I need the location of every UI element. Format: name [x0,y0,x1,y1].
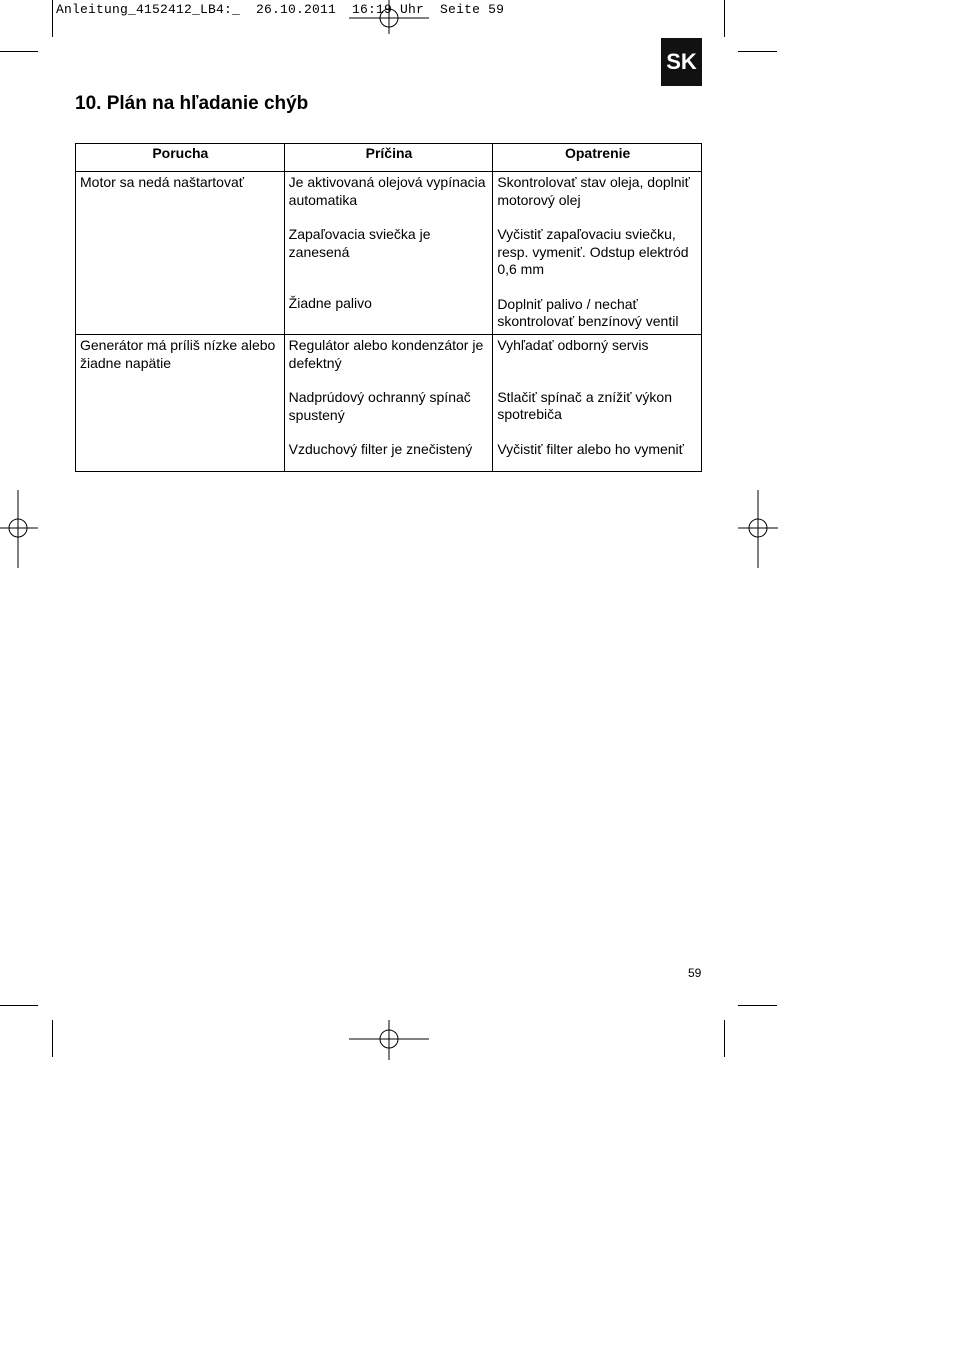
fault-cell [76,335,285,472]
cause-text: Regulátor alebo kondenzátor je defektný [288,337,484,371]
registration-mark-icon [0,490,38,568]
crop-mark-icon [0,51,38,52]
fault-cell [76,172,285,335]
crop-mark-icon [738,1005,777,1006]
registration-mark-icon [349,0,429,34]
fault-text: Generátor má príliš nízke alebo žiadne napätie [80,337,276,371]
remedy-cell [493,335,702,472]
cause-text: Žiadne palivo [288,295,372,311]
cause-cell [284,172,493,335]
column-header-fault: Porucha [76,144,285,172]
crop-mark-icon [52,1020,53,1057]
fault-text: Motor sa nedá naštartovať [80,174,245,190]
page-number: 59 [688,966,702,980]
remedy-text: Vyčistiť filter alebo ho vymeniť [497,440,684,457]
table-header-row [76,144,702,172]
table-row [76,335,702,472]
remedy-cell [493,172,702,335]
cause-text: Vzduchový filter je znečistený [288,441,473,457]
crop-mark-icon [724,1020,725,1057]
section-title: 10. Plán na hľadanie chýb [75,93,309,114]
crop-mark-icon [738,51,777,52]
cause-text: Zapaľovacia sviečka je zanesená [288,226,431,260]
cause-text: Je aktivovaná olejová vypínacia automatika [288,174,486,208]
cause-text: Nadprúdový ochranný spínač spustený [288,389,471,423]
cause-cell [284,335,493,472]
registration-mark-icon [349,1020,429,1060]
table-row [76,172,702,335]
column-header-remedy: Opatrenie [493,144,702,172]
crop-mark-icon [52,0,53,37]
print-header: Anleitung_4152412_LB4:_ 26.10.2011 16:19 Uhr Seite 59 [56,2,505,17]
remedy-text: Doplniť palivo / nechať skontrolovať benzínový ventil [497,295,679,329]
remedy-text: Skontrolovať stav oleja, doplniť motorový olej [497,174,690,208]
remedy-text: Stlačiť spínač a znížiť výkon spotrebiča [497,388,672,422]
crop-mark-icon [0,1005,38,1006]
language-badge: SK [661,38,702,86]
registration-mark-icon [738,490,778,568]
crop-mark-icon [724,0,725,37]
remedy-text: Vyčistiť zapaľovaciu sviečku, resp. vymeniť. Odstup elektród 0,6 mm [497,226,689,277]
remedy-text: Vyhľadať odborný servis [497,337,649,353]
column-header-cause: Príčina [284,144,493,172]
troubleshooting-table [75,143,702,472]
